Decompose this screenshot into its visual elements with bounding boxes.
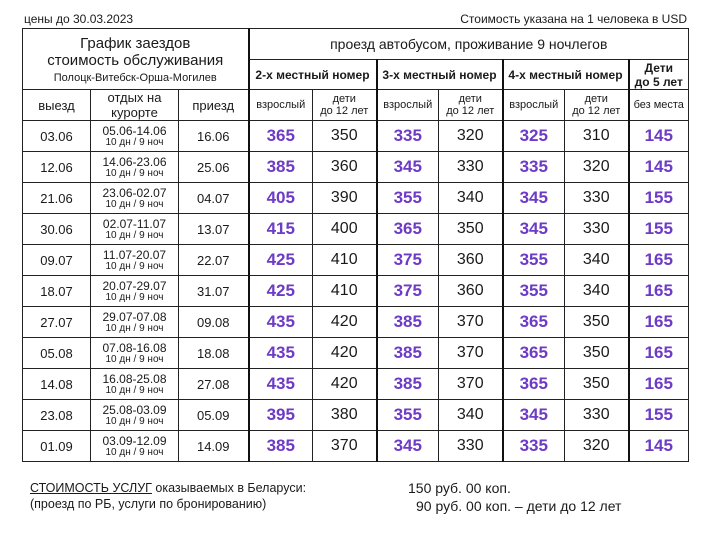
price-4room-adult: 365 bbox=[503, 338, 565, 369]
price-4room-child: 330 bbox=[565, 400, 629, 431]
price-2room-adult: 415 bbox=[249, 214, 313, 245]
rest-dates: 11.07-20.07 bbox=[102, 247, 167, 262]
price-2room-child: 420 bbox=[313, 338, 377, 369]
child-header-line2: до 12 лет bbox=[320, 105, 369, 117]
price-2room-adult: 395 bbox=[249, 400, 313, 431]
price-4room-adult: 345 bbox=[503, 183, 565, 214]
price-2room-adult: 435 bbox=[249, 369, 313, 400]
rest-period bbox=[91, 369, 179, 400]
price-4room-child: 350 bbox=[565, 338, 629, 369]
services-price-child: 90 руб. 00 коп. – дети до 12 лет bbox=[416, 498, 622, 514]
departure-date: 03.06 bbox=[23, 121, 91, 152]
table-row bbox=[23, 152, 689, 183]
price-kids5-no-seat: 145 bbox=[629, 431, 689, 462]
price-2room-adult: 385 bbox=[249, 431, 313, 462]
price-4room-child: 330 bbox=[565, 183, 629, 214]
price-kids5-no-seat: 155 bbox=[629, 183, 689, 214]
services-line2: (проезд по РБ, услуги по бронированию) bbox=[30, 497, 267, 511]
price-3room-child: 340 bbox=[439, 400, 503, 431]
rest-dates: 14.06-23.06 bbox=[102, 154, 167, 169]
rest-period bbox=[91, 214, 179, 245]
rest-duration: 10 дн / 9 ноч bbox=[105, 322, 164, 334]
kids5-header-line1: Дети bbox=[644, 60, 673, 75]
price-4room-adult: 355 bbox=[503, 276, 565, 307]
child-header bbox=[313, 90, 377, 121]
price-3room-child: 370 bbox=[439, 369, 503, 400]
kids5-header-line2: до 5 лет bbox=[634, 74, 683, 89]
arrival-date: 31.07 bbox=[179, 276, 249, 307]
price-kids5-no-seat: 165 bbox=[629, 369, 689, 400]
price-2room-child: 400 bbox=[313, 214, 377, 245]
price-4room-child: 350 bbox=[565, 307, 629, 338]
price-kids5-no-seat: 145 bbox=[629, 152, 689, 183]
adult-header: взрослый bbox=[503, 90, 565, 121]
rest-duration: 10 дн / 9 ноч bbox=[105, 229, 164, 241]
child-header-line1: дети bbox=[332, 93, 356, 105]
table-row bbox=[23, 400, 689, 431]
departure-date: 05.08 bbox=[23, 338, 91, 369]
price-4room-adult: 355 bbox=[503, 245, 565, 276]
rest-duration: 10 дн / 9 ноч bbox=[105, 198, 164, 210]
route-label: Полоцк-Витебск-Орша-Могилев bbox=[53, 71, 217, 84]
table-row bbox=[23, 307, 689, 338]
price-3room-adult: 345 bbox=[377, 431, 439, 462]
price-kids5-no-seat: 145 bbox=[629, 121, 689, 152]
rest-period bbox=[91, 245, 179, 276]
adult-header: взрослый bbox=[377, 90, 439, 121]
price-2room-child: 420 bbox=[313, 369, 377, 400]
price-kids5-no-seat: 165 bbox=[629, 245, 689, 276]
child-header bbox=[439, 90, 503, 121]
arrival-date: 09.08 bbox=[179, 307, 249, 338]
services-line1 bbox=[30, 480, 306, 496]
price-kids5-no-seat: 155 bbox=[629, 400, 689, 431]
rest-dates: 25.08-03.09 bbox=[102, 402, 167, 417]
price-4room-child: 350 bbox=[565, 369, 629, 400]
price-4room-adult: 325 bbox=[503, 121, 565, 152]
price-3room-child: 320 bbox=[439, 121, 503, 152]
room-3-header: 3-х местный номер bbox=[377, 60, 503, 90]
price-3room-child: 340 bbox=[439, 183, 503, 214]
price-2room-adult: 425 bbox=[249, 276, 313, 307]
services-price-adult: 150 руб. 00 коп. bbox=[408, 480, 511, 496]
price-3room-adult: 385 bbox=[377, 307, 439, 338]
price-kids5-no-seat: 165 bbox=[629, 276, 689, 307]
rest-dates: 20.07-29.07 bbox=[102, 278, 167, 293]
price-4room-adult: 335 bbox=[503, 152, 565, 183]
price-4room-child: 340 bbox=[565, 276, 629, 307]
schedule-table bbox=[22, 28, 689, 462]
price-2room-adult: 385 bbox=[249, 152, 313, 183]
rest-header-line2: курорте bbox=[111, 105, 158, 120]
no-seat-header: без места bbox=[629, 90, 689, 121]
adult-header: взрослый bbox=[249, 90, 313, 121]
arrival-date: 27.08 bbox=[179, 369, 249, 400]
services-prices bbox=[408, 479, 621, 515]
departure-date: 14.08 bbox=[23, 369, 91, 400]
price-3room-adult: 335 bbox=[377, 121, 439, 152]
arrival-date: 22.07 bbox=[179, 245, 249, 276]
departure-date: 09.07 bbox=[23, 245, 91, 276]
price-4room-adult: 365 bbox=[503, 369, 565, 400]
rest-period bbox=[91, 183, 179, 214]
price-2room-child: 410 bbox=[313, 276, 377, 307]
price-2room-adult: 365 bbox=[249, 121, 313, 152]
rest-period bbox=[91, 307, 179, 338]
services-title-rest: оказываемых в Беларуси: bbox=[151, 481, 307, 495]
price-4room-child: 320 bbox=[565, 431, 629, 462]
price-3room-adult: 375 bbox=[377, 276, 439, 307]
table-row bbox=[23, 369, 689, 400]
price-4room-child: 340 bbox=[565, 245, 629, 276]
departure-date: 18.07 bbox=[23, 276, 91, 307]
price-3room-child: 350 bbox=[439, 214, 503, 245]
table-row bbox=[23, 214, 689, 245]
table-row bbox=[23, 276, 689, 307]
price-2room-child: 360 bbox=[313, 152, 377, 183]
rest-dates: 05.06-14.06 bbox=[102, 123, 167, 138]
rest-dates: 16.08-25.08 bbox=[102, 371, 167, 386]
child-header-line1: дети bbox=[584, 93, 608, 105]
arrival-header: приезд bbox=[179, 90, 249, 121]
table-row bbox=[23, 183, 689, 214]
rest-duration: 10 дн / 9 ноч bbox=[105, 260, 164, 272]
departure-date: 21.06 bbox=[23, 183, 91, 214]
rest-duration: 10 дн / 9 ноч bbox=[105, 136, 164, 148]
child-header-line2: до 12 лет bbox=[446, 105, 495, 117]
price-2room-child: 350 bbox=[313, 121, 377, 152]
price-4room-child: 310 bbox=[565, 121, 629, 152]
rest-duration: 10 дн / 9 ноч bbox=[105, 446, 164, 458]
rest-header bbox=[91, 90, 179, 121]
price-3room-child: 330 bbox=[439, 152, 503, 183]
price-3room-adult: 385 bbox=[377, 338, 439, 369]
arrival-date: 14.09 bbox=[179, 431, 249, 462]
departure-date: 12.06 bbox=[23, 152, 91, 183]
rest-period bbox=[91, 121, 179, 152]
arrival-date: 25.06 bbox=[179, 152, 249, 183]
price-3room-child: 370 bbox=[439, 307, 503, 338]
price-2room-child: 370 bbox=[313, 431, 377, 462]
rest-period bbox=[91, 400, 179, 431]
price-4room-child: 330 bbox=[565, 214, 629, 245]
schedule-title-cell bbox=[23, 29, 249, 90]
rest-period bbox=[91, 431, 179, 462]
price-kids5-no-seat: 155 bbox=[629, 214, 689, 245]
rest-duration: 10 дн / 9 ноч bbox=[105, 353, 164, 365]
rest-duration: 10 дн / 9 ноч bbox=[105, 415, 164, 427]
arrival-date: 16.06 bbox=[179, 121, 249, 152]
departure-date: 30.06 bbox=[23, 214, 91, 245]
rest-dates: 02.07-11.07 bbox=[102, 216, 167, 231]
rest-dates: 29.07-07.08 bbox=[102, 309, 167, 324]
rest-duration: 10 дн / 9 ноч bbox=[105, 291, 164, 303]
price-4room-adult: 345 bbox=[503, 214, 565, 245]
price-2room-child: 410 bbox=[313, 245, 377, 276]
currency-note: Стоимость указана на 1 человека в USD bbox=[460, 12, 687, 26]
price-3room-adult: 365 bbox=[377, 214, 439, 245]
services-title: СТОИМОСТЬ УСЛУГ bbox=[30, 481, 152, 495]
price-validity-note: цены до 30.03.2023 bbox=[24, 12, 134, 26]
arrival-date: 13.07 bbox=[179, 214, 249, 245]
child-header-line2: до 12 лет bbox=[572, 105, 621, 117]
table-row bbox=[23, 245, 689, 276]
kids5-header bbox=[629, 60, 689, 90]
price-4room-adult: 345 bbox=[503, 400, 565, 431]
departure-date: 01.09 bbox=[23, 431, 91, 462]
price-2room-child: 420 bbox=[313, 307, 377, 338]
rest-period bbox=[91, 338, 179, 369]
table-row bbox=[23, 431, 689, 462]
rest-duration: 10 дн / 9 ноч bbox=[105, 167, 164, 179]
room-2-header: 2-х местный номер bbox=[249, 60, 377, 90]
table-row bbox=[23, 338, 689, 369]
arrival-date: 18.08 bbox=[179, 338, 249, 369]
trip-description: проезд автобусом, проживание 9 ночлегов bbox=[249, 29, 689, 60]
child-header bbox=[565, 90, 629, 121]
price-3room-adult: 375 bbox=[377, 245, 439, 276]
departure-date: 27.07 bbox=[23, 307, 91, 338]
price-3room-child: 370 bbox=[439, 338, 503, 369]
price-2room-child: 390 bbox=[313, 183, 377, 214]
rest-duration: 10 дн / 9 ноч bbox=[105, 384, 164, 396]
price-kids5-no-seat: 165 bbox=[629, 307, 689, 338]
table-row bbox=[23, 121, 689, 152]
price-4room-adult: 365 bbox=[503, 307, 565, 338]
departure-date: 23.08 bbox=[23, 400, 91, 431]
room-4-header: 4-х местный номер bbox=[503, 60, 629, 90]
price-2room-adult: 435 bbox=[249, 338, 313, 369]
schedule-title-line2: стоимость обслуживания bbox=[47, 51, 224, 69]
price-kids5-no-seat: 165 bbox=[629, 338, 689, 369]
price-3room-adult: 385 bbox=[377, 369, 439, 400]
price-3room-child: 360 bbox=[439, 276, 503, 307]
price-2room-adult: 425 bbox=[249, 245, 313, 276]
price-3room-child: 360 bbox=[439, 245, 503, 276]
price-2room-adult: 405 bbox=[249, 183, 313, 214]
rest-period bbox=[91, 276, 179, 307]
price-2room-adult: 435 bbox=[249, 307, 313, 338]
price-3room-child: 330 bbox=[439, 431, 503, 462]
departure-header: выезд bbox=[23, 90, 91, 121]
arrival-date: 05.09 bbox=[179, 400, 249, 431]
schedule-title-line1: График заездов bbox=[80, 34, 191, 52]
child-header-line1: дети bbox=[458, 93, 482, 105]
price-3room-adult: 355 bbox=[377, 183, 439, 214]
price-4room-child: 320 bbox=[565, 152, 629, 183]
services-note bbox=[30, 480, 306, 512]
price-2room-child: 380 bbox=[313, 400, 377, 431]
price-3room-adult: 355 bbox=[377, 400, 439, 431]
arrival-date: 04.07 bbox=[179, 183, 249, 214]
price-3room-adult: 345 bbox=[377, 152, 439, 183]
rest-period bbox=[91, 152, 179, 183]
rest-header-line1: отдых на bbox=[107, 90, 162, 105]
price-4room-adult: 335 bbox=[503, 431, 565, 462]
rest-dates: 03.09-12.09 bbox=[102, 433, 167, 448]
rest-dates: 23.06-02.07 bbox=[102, 185, 167, 200]
rest-dates: 07.08-16.08 bbox=[102, 340, 167, 355]
